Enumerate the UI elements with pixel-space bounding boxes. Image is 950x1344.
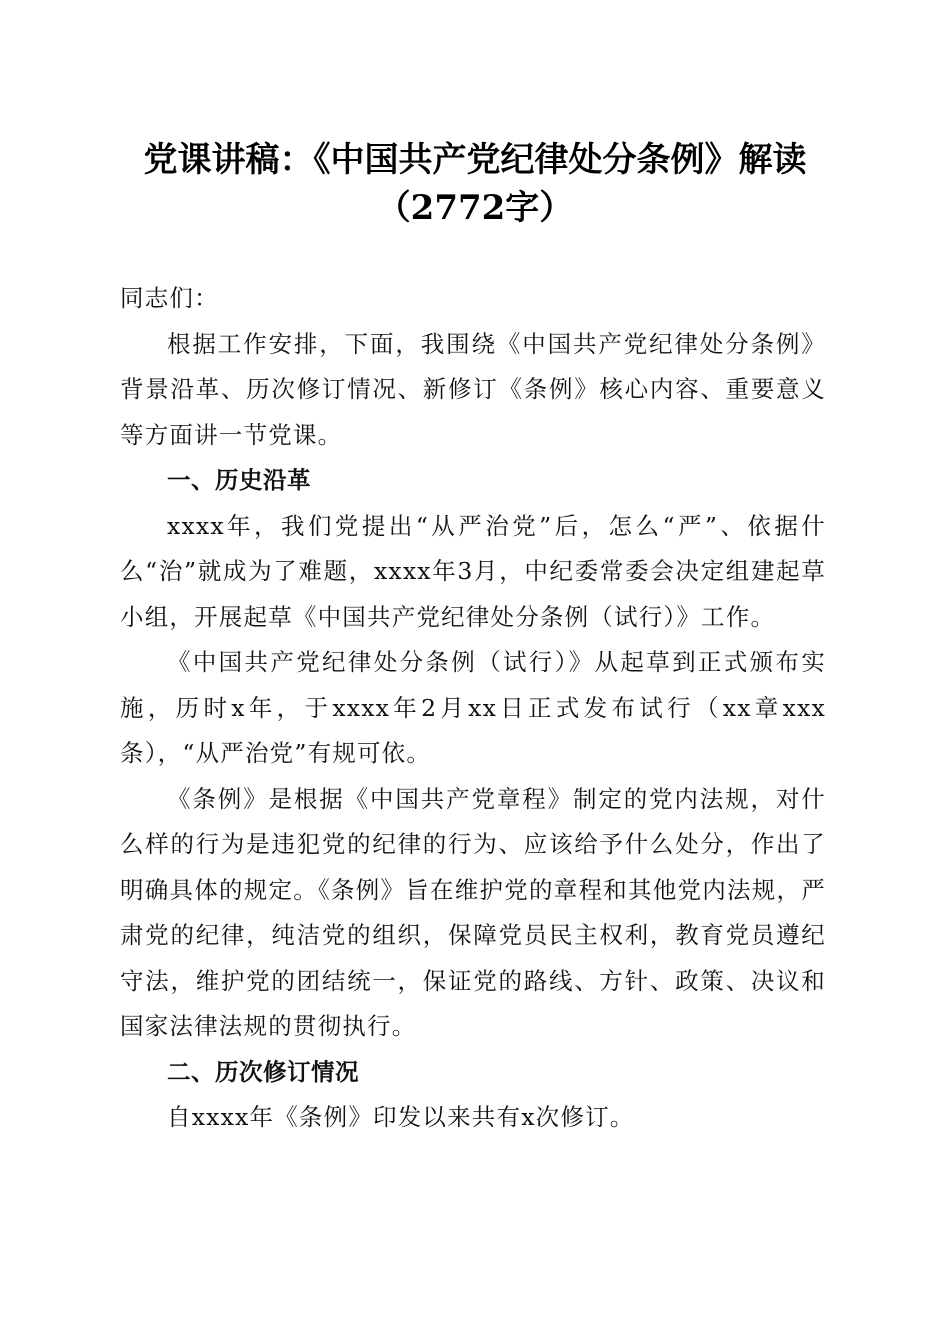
salutation: 同志们： [120, 284, 219, 312]
document-body [120, 276, 826, 1141]
paragraph-intro: 根据工作安排，下面，我围绕《中国共产党纪律处分条例》背景沿革、历次修订情况、新修订《条例》核心内容、重要意义等方面讲一节党课。 [120, 329, 826, 449]
paragraph-history-1: xxxx年，我们党提出“从严治党”后，怎么“严”、依据什么“治”就成为了难题，xxxx年3月，中纪委常委会决定组建起草小组，开展起草《中国共产党纪律处分条例（试行）》工作。 [120, 511, 826, 631]
document-title: 党课讲稿：《中国共产党纪律处分条例》解读 [143, 140, 807, 180]
paragraph-history-3: 《条例》是根据《中国共产党章程》制定的党内法规，对什么样的行为是违犯党的纪律的行为、应该给予什么处分，作出了明确具体的规定。《条例》旨在维护党的章程和其他党内法规，严肃党的纪律，纯洁党的组织，保障党员民主权利，教育党员遵纪守法，维护党的团结统一，保证党的路线、方针、政策、决议和国家法律法规的贯彻执行。 [120, 784, 826, 1040]
document-title-word-count: （2772字） [376, 188, 574, 228]
paragraph-revisions-1: 自xxxx年《条例》印发以来共有x次修订。 [167, 1103, 635, 1131]
section-heading-revisions: 二、历次修订情况 [167, 1057, 359, 1086]
section-heading-history: 一、历史沿革 [167, 466, 311, 494]
paragraph-history-2: 《中国共产党纪律处分条例（试行）》从起草到正式颁布实施，历时x年，于xxxx年2月xx日正式发布试行（xx章xxx条），“从严治党”有规可依。 [120, 648, 826, 767]
